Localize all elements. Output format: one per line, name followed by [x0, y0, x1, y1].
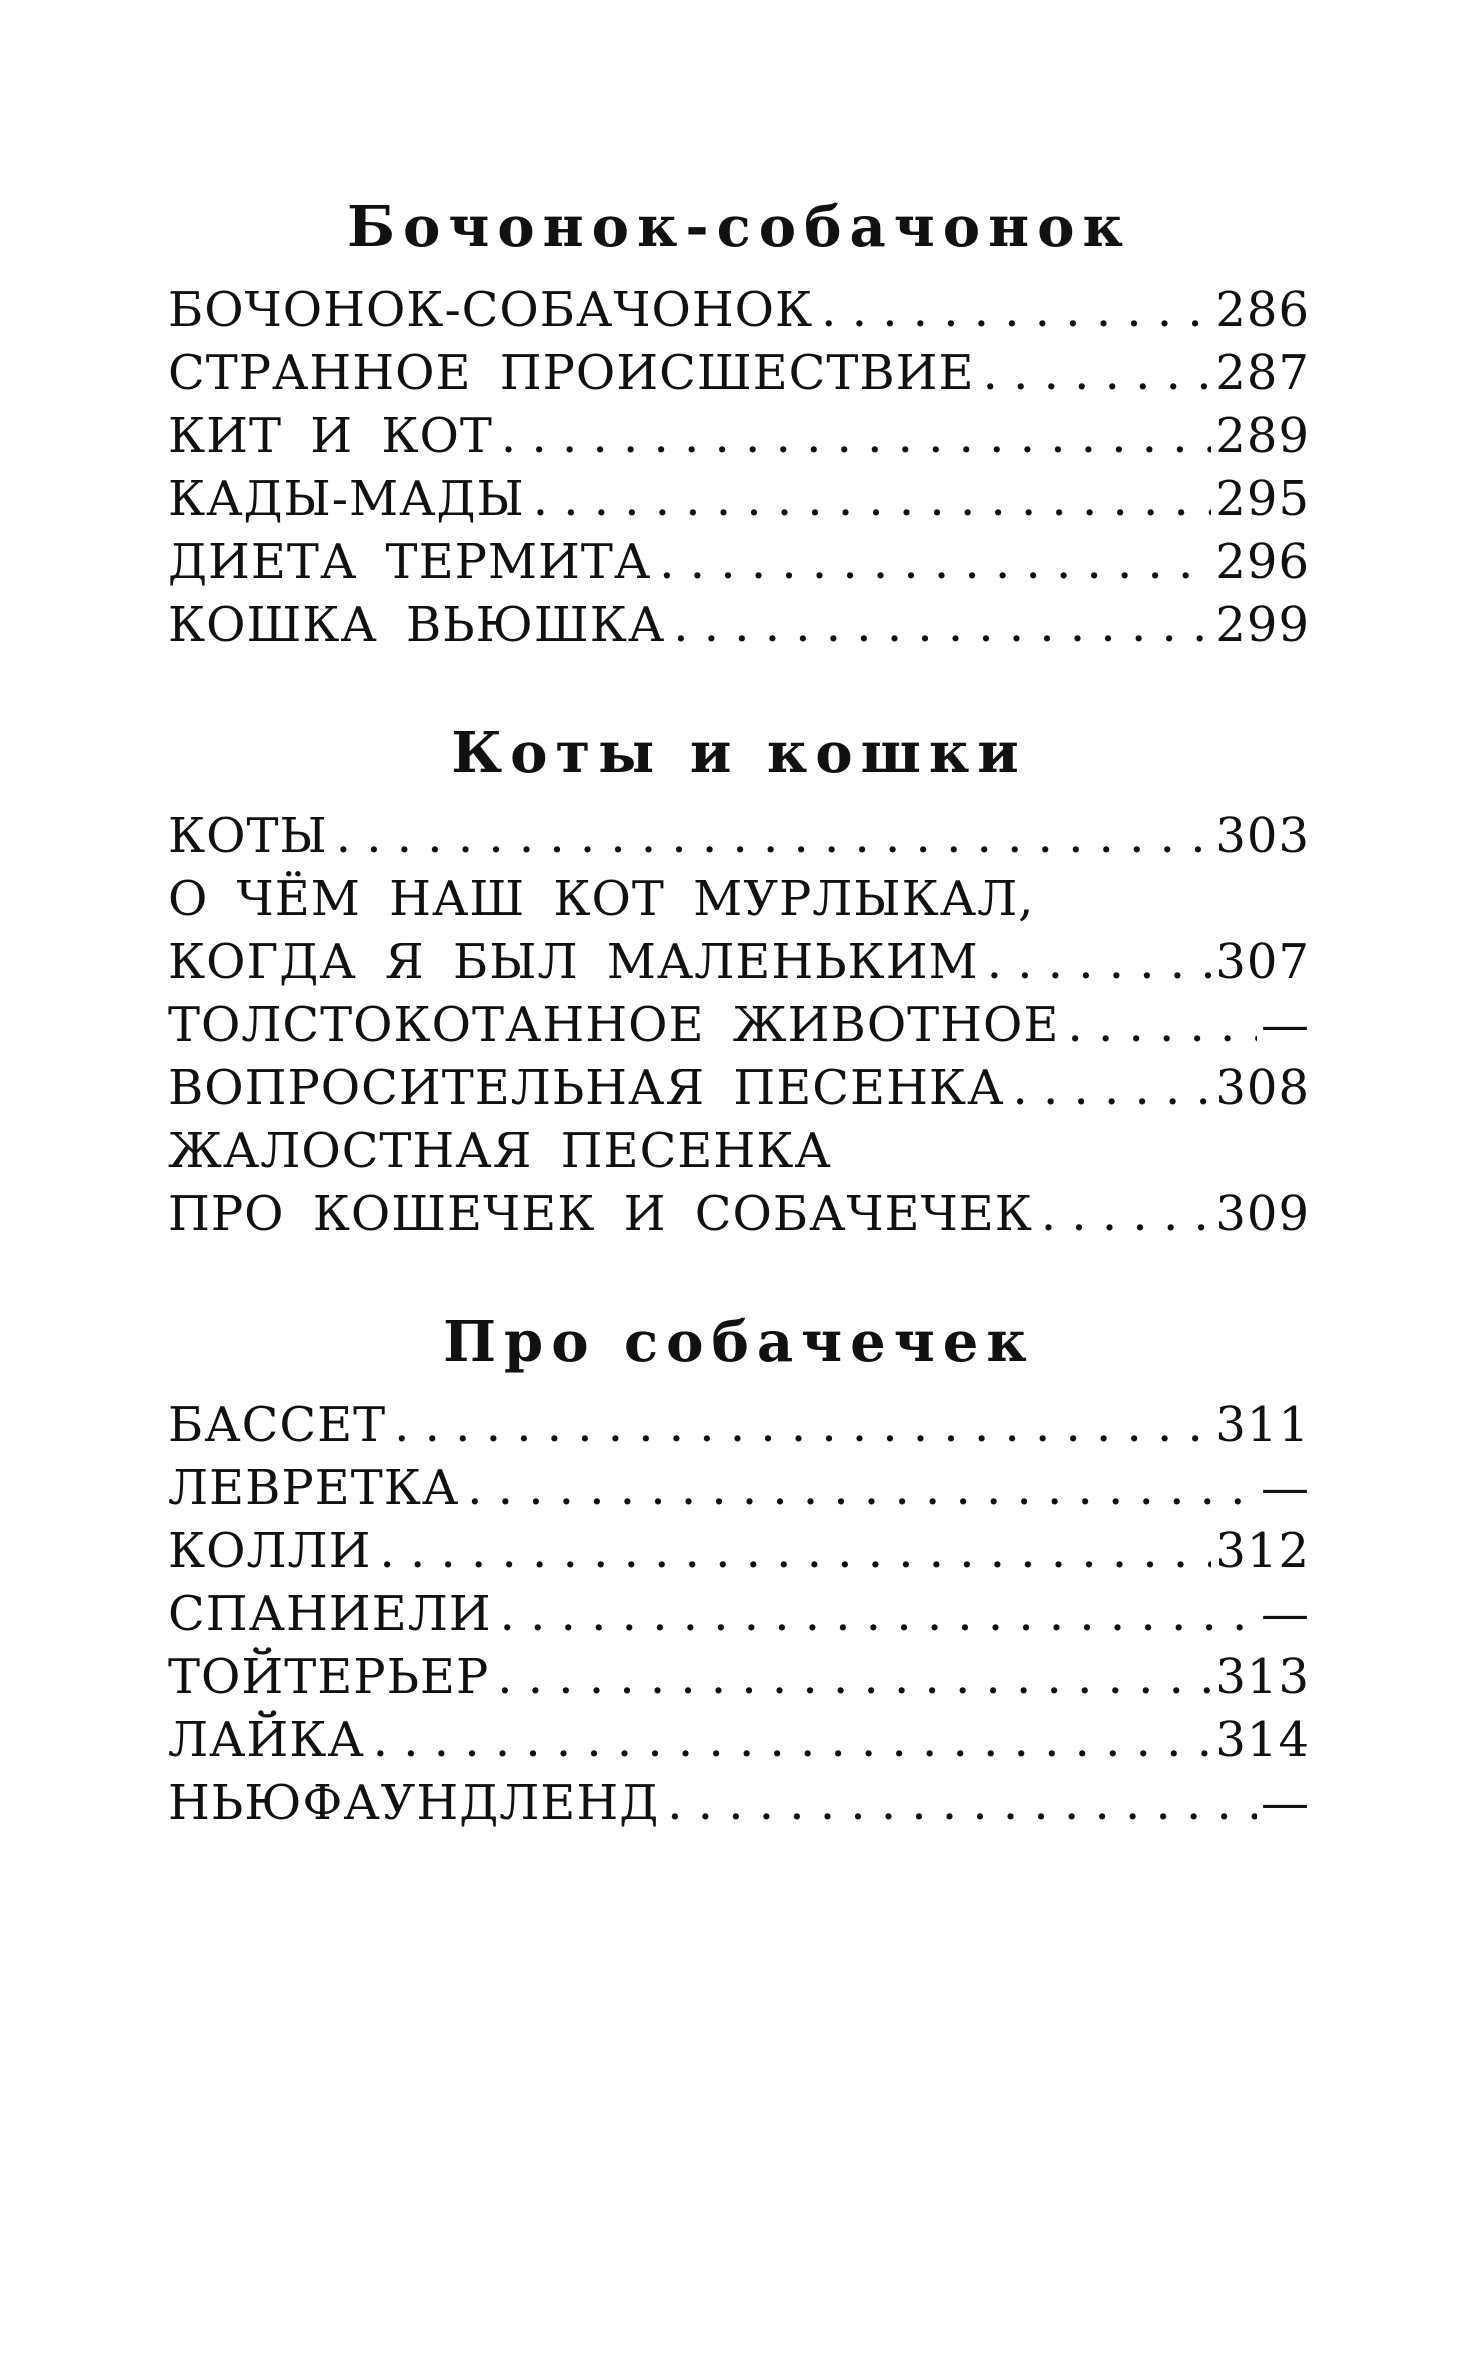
table-of-contents	[168, 185, 1310, 1835]
entry-title: СТРАННОЕ ПРОИСШЕСТВИЕ	[168, 345, 975, 401]
dot-leader	[373, 1709, 1212, 1772]
entry-page: 308	[1215, 1060, 1310, 1116]
toc-entry	[168, 1394, 1310, 1457]
toc-entry	[168, 994, 1310, 1057]
entry-page: 307	[1215, 934, 1310, 990]
dot-leader	[667, 1772, 1257, 1835]
toc-entry	[168, 405, 1310, 468]
dot-leader	[379, 1520, 1211, 1583]
entry-title: СПАНИЕЛИ	[168, 1586, 492, 1642]
toc-entry	[168, 1057, 1310, 1120]
entry-title: КОТЫ	[168, 808, 328, 864]
entry-title: ВОПРОСИТЕЛЬНАЯ ПЕСЕНКА	[168, 1060, 1005, 1116]
toc-section	[168, 711, 1310, 1246]
entry-title: О ЧЁМ НАШ КОТ МУРЛЫКАЛ,	[168, 871, 1035, 927]
dot-leader	[467, 1457, 1257, 1520]
entry-page: 311	[1215, 1397, 1310, 1453]
entry-title: ТОЛСТОКОТАННОЕ ЖИВОТНОЕ	[168, 997, 1060, 1053]
dot-leader	[500, 1583, 1257, 1646]
entry-title: КАДЫ-МАДЫ	[168, 471, 525, 527]
toc-entry	[168, 1183, 1310, 1246]
entry-page: 314	[1215, 1712, 1310, 1768]
dot-leader	[659, 531, 1211, 594]
toc-entry	[168, 342, 1310, 405]
dot-leader	[821, 279, 1211, 342]
entry-page: —	[1261, 1460, 1310, 1516]
dot-leader	[1012, 1057, 1211, 1120]
dot-leader	[673, 594, 1211, 657]
entry-page: 313	[1215, 1649, 1310, 1705]
entry-page: —	[1261, 1586, 1310, 1642]
toc-entry	[168, 594, 1310, 657]
toc-entry	[168, 468, 1310, 531]
entry-title: ПРО КОШЕЧЕК И СОБАЧЕЧЕК	[168, 1186, 1033, 1242]
toc-entry	[168, 931, 1310, 994]
toc-section	[168, 1300, 1310, 1835]
toc-entry	[168, 868, 1310, 931]
entry-page: —	[1261, 997, 1310, 1053]
entry-title: НЬЮФАУНДЛЕНД	[168, 1775, 660, 1831]
entry-title: ЖАЛОСТНАЯ ПЕСЕНКА	[168, 1123, 832, 1179]
toc-entry	[168, 279, 1310, 342]
dot-leader	[1067, 994, 1257, 1057]
entry-title: КОШКА ВЬЮШКА	[168, 597, 666, 653]
toc-entry	[168, 1520, 1310, 1583]
toc-entry	[168, 1120, 1310, 1183]
toc-entry	[168, 1709, 1310, 1772]
toc-entry	[168, 805, 1310, 868]
entry-title: ЛЕВРЕТКА	[168, 1460, 460, 1516]
entry-page: —	[1261, 1775, 1310, 1831]
section-heading: Про собачечек	[443, 1309, 1035, 1375]
toc-entry	[168, 1772, 1310, 1835]
entry-title: КОГДА Я БЫЛ МАЛЕНЬКИМ	[168, 934, 979, 990]
dot-leader	[394, 1394, 1211, 1457]
entry-title: БАССЕТ	[168, 1397, 387, 1453]
entry-title: КИТ И КОТ	[168, 408, 493, 464]
entry-page: 312	[1215, 1523, 1310, 1579]
dot-leader	[501, 405, 1211, 468]
dot-leader	[983, 342, 1212, 405]
entry-page: 309	[1215, 1186, 1310, 1242]
entry-page: 299	[1215, 597, 1310, 653]
entry-title: ДИЕТА ТЕРМИТА	[168, 534, 652, 590]
toc-entry	[168, 1583, 1310, 1646]
dot-leader	[987, 931, 1212, 994]
entry-page: 295	[1215, 471, 1310, 527]
entry-page: 287	[1215, 345, 1310, 401]
dot-leader	[533, 468, 1212, 531]
entry-page: 289	[1215, 408, 1310, 464]
entry-title: КОЛЛИ	[168, 1523, 372, 1579]
toc-entry	[168, 1457, 1310, 1520]
toc-section	[168, 185, 1310, 657]
entry-page: 296	[1215, 534, 1310, 590]
entry-title: ТОЙТЕРЬЕР	[168, 1649, 490, 1705]
section-heading: Бочонок-собачонок	[347, 194, 1131, 260]
entry-title: ЛАЙКА	[168, 1712, 365, 1768]
entry-page: 303	[1215, 808, 1310, 864]
toc-entry	[168, 531, 1310, 594]
entry-page: 286	[1215, 282, 1310, 338]
dot-leader	[1041, 1183, 1212, 1246]
dot-leader	[336, 805, 1212, 868]
dot-leader	[497, 1646, 1211, 1709]
toc-entry	[168, 1646, 1310, 1709]
entry-title: БОЧОНОК-СОБАЧОНОК	[168, 282, 814, 338]
section-heading: Коты и кошки	[451, 720, 1027, 786]
